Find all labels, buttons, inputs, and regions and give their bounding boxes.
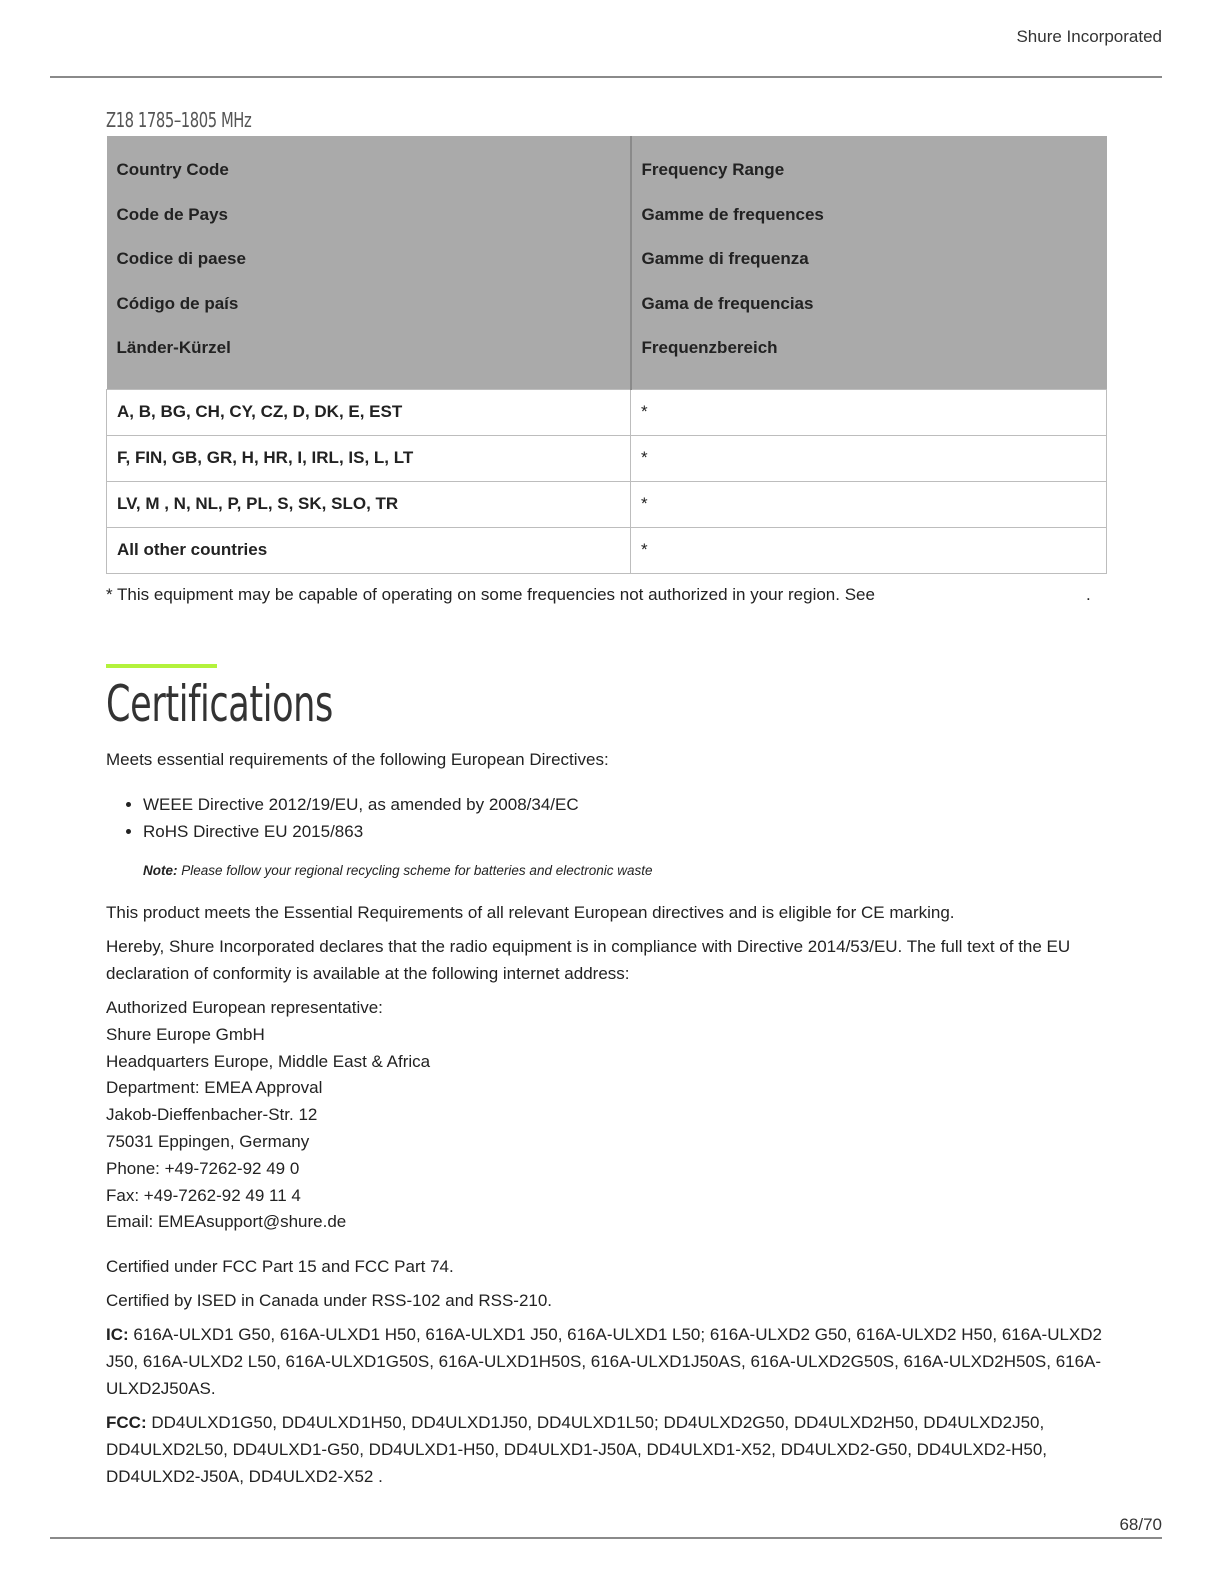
page-content <box>106 104 1106 1490</box>
table-footnote <box>106 585 1106 605</box>
frequency-table <box>106 136 1107 574</box>
header-label: Gamme de frequences <box>641 204 824 224</box>
header-label: Código de país <box>116 293 239 313</box>
recycling-note <box>143 861 1106 881</box>
header-label: Frequency Range <box>641 160 785 179</box>
table-row <box>107 435 1107 481</box>
footer-divider <box>50 1537 1162 1539</box>
address-line: Jakob-Dieffenbacher-Str. 12 <box>106 1105 318 1125</box>
fcc-certification: Certified under FCC Part 15 and FCC Part 74. <box>106 1257 454 1277</box>
directives-intro: Meets essential requirements of the following European Directives: <box>106 749 609 769</box>
header-divider <box>50 76 1162 78</box>
header-label: Gamme di frequenza <box>641 249 809 269</box>
ised-certification: Certified by ISED in Canada under RSS-102 and RSS-210. <box>106 1291 553 1311</box>
header-company-name: Shure Incorporated <box>1016 27 1162 46</box>
range-cell: * <box>631 527 1107 573</box>
footnote-text: * This equipment may be capable of operating on some frequencies not authorized in your region. See <box>106 584 875 604</box>
ic-ids <box>106 1321 1106 1402</box>
country-cell: LV, M , N, NL, P, PL, S, SK, SLO, TR <box>107 481 631 527</box>
header-frequency-range <box>631 136 1107 389</box>
eu-representative-address <box>106 995 1106 1236</box>
header-label: Code de Pays <box>116 204 228 224</box>
declaration-text: Hereby, Shure Incorporated declares that the radio equipment is in compliance with Directive 2014/53/EU. The full text of the EU declaration of conformity is available at the following internet address: <box>106 936 1071 983</box>
section-title: Certifications <box>106 674 333 733</box>
address-line: Department: EMEA Approval <box>106 1078 323 1098</box>
page-number: 68/70 <box>1119 1515 1162 1534</box>
fcc-text: DD4ULXD1G50, DD4ULXD1H50, DD4ULXD1J50, DD4ULXD1L50; DD4ULXD2G50, DD4ULXD2H50, DD4ULXD2J50, DD4ULXD2L50, DD4ULXD1-G50, DD4ULXD1-H50, DD4ULXD1-J50A, DD4ULXD1-X52, DD4ULXD2-G50, DD4ULXD2-H50, DD4ULXD2-J50A, DD4ULXD2-X52 . <box>106 1413 1048 1487</box>
range-cell: * <box>631 389 1107 435</box>
section-accent-bar <box>106 664 217 668</box>
table-header-row <box>107 136 1107 389</box>
directives-list <box>106 791 1106 845</box>
address-line: Authorized European representative: <box>106 997 383 1017</box>
address-line: Phone: +49-7262-92 49 0 <box>106 1158 300 1178</box>
ic-label: IC: <box>106 1325 129 1345</box>
range-cell: * <box>631 481 1107 527</box>
band-title: Z18 1785–1805 MHz <box>106 108 252 132</box>
header-country-code <box>107 136 631 389</box>
header-label: Gama de frequencias <box>641 293 814 313</box>
table-row <box>107 389 1107 435</box>
fcc-label: FCC: <box>106 1413 147 1433</box>
list-item: • RoHS Directive EU 2015/863 <box>143 818 1106 845</box>
table-row <box>107 527 1107 573</box>
address-line: Email: EMEAsupport@shure.de <box>106 1212 347 1232</box>
range-cell: * <box>631 435 1107 481</box>
country-cell: All other countries <box>107 527 631 573</box>
note-label: Note: <box>143 862 178 878</box>
country-cell: F, FIN, GB, GR, H, HR, I, IRL, IS, L, LT <box>107 435 631 481</box>
header-label: Frequenzbereich <box>641 338 778 358</box>
ce-marking-text: This product meets the Essential Requirements of all relevant European directives and is eligible for CE marking. <box>106 902 955 922</box>
address-line: Shure Europe GmbH <box>106 1024 265 1044</box>
address-line: 75031 Eppingen, Germany <box>106 1131 310 1151</box>
note-text: Please follow your regional recycling scheme for batteries and electronic waste <box>181 862 653 878</box>
table-row <box>107 481 1107 527</box>
address-line: Fax: +49-7262-92 49 11 4 <box>106 1185 301 1205</box>
header-label: Country Code <box>116 160 229 179</box>
country-cell: A, B, BG, CH, CY, CZ, D, DK, E, EST <box>107 389 631 435</box>
fcc-ids <box>106 1409 1106 1490</box>
footnote-end: . <box>1086 584 1091 604</box>
header-label: Codice di paese <box>116 249 246 269</box>
address-line: Headquarters Europe, Middle East & Africa <box>106 1051 431 1071</box>
list-item: • WEEE Directive 2012/19/EU, as amended by 2008/34/EC <box>143 791 1106 818</box>
header-label: Länder-Kürzel <box>116 338 231 358</box>
ic-text: 616A-ULXD1 G50, 616A-ULXD1 H50, 616A-ULXD1 J50, 616A-ULXD1 L50; 616A-ULXD2 G50, 616A-ULXD2 H50, 616A-ULXD2 J50, 616A-ULXD2 L50, 616A-ULXD1G50S, 616A-ULXD1H50S, 616A-ULXD1J50AS, 616A-ULXD2G50S, 616A-ULXD2H50S, 616A-ULXD2J50AS. <box>106 1325 1102 1399</box>
